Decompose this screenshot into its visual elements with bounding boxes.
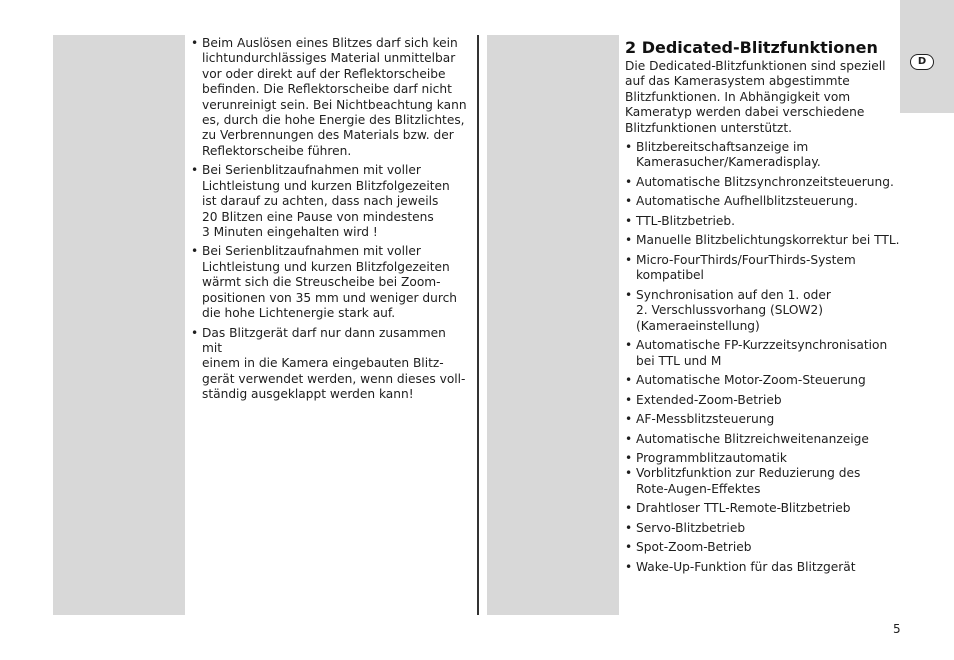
left-margin-gray-column — [53, 35, 185, 615]
language-badge: D — [910, 54, 934, 70]
center-margin-gray-column — [487, 35, 619, 615]
functions-list — [625, 140, 900, 575]
list-item: • Wake-Up-Funktion für das Blitzgerät — [625, 560, 900, 575]
list-item: • Automatische FP-Kurzzeitsynchronisation bei TTL und M — [625, 338, 900, 369]
section-heading: 2 Dedicated-Blitzfunktionen — [625, 38, 878, 57]
list-item: • Vorblitzfunktion zur Reduzierung des Rote-Augen-Effektes — [625, 466, 900, 497]
list-item: • Automatische Blitzsynchronzeitsteuerung. — [625, 175, 900, 190]
list-item: • Automatische Aufhellblitzsteuerung. — [625, 194, 900, 209]
list-item: • Extended-Zoom-Betrieb — [625, 393, 900, 408]
list-item: • Synchronisation auf den 1. oder 2. Verschlussvorhang (SLOW2) (Kameraeinstellung) — [625, 288, 900, 334]
list-item: • Manuelle Blitzbelichtungskorrektur bei TTL. — [625, 233, 900, 248]
list-item: • Drahtloser TTL-Remote-Blitzbetrieb — [625, 501, 900, 516]
page-number: 5 — [893, 622, 901, 636]
list-item: • Bei Serienblitzaufnahmen mit voller Lichtleistung und kurzen Blitzfolgezeiten ist darauf zu achten, dass nach jeweils 20 Blitzen eine Pause von mindestens 3 Minuten eingehalten wird ! — [191, 163, 467, 240]
list-item: • AF-Messblitzsteuerung — [625, 412, 900, 427]
list-item: • Spot-Zoom-Betrieb — [625, 540, 900, 555]
list-item: • TTL-Blitzbetrieb. — [625, 214, 900, 229]
safety-notes-column — [191, 36, 467, 407]
list-item: • Automatische Blitzreichweitenanzeige — [625, 432, 900, 447]
dedicated-functions-column — [625, 36, 900, 579]
list-item: • Beim Auslösen eines Blitzes darf sich kein lichtundurchlässiges Material unmittelbar vor oder direkt auf der Reflektorscheibe befinden. Die Reflektorscheibe darf nicht verunreinigt sein. Bei Nichtbeachtung kann es, durch die hohe Energie des Blitzlichtes, zu Verbrennungen des Materials bzw. der Reflektorscheibe führen. — [191, 36, 467, 159]
list-item: • Blitzbereitschaftsanzeige im Kamerasucher/Kameradisplay. — [625, 140, 900, 171]
list-item: • Servo-Blitzbetrieb — [625, 521, 900, 536]
list-item: • Das Blitzgerät darf nur dann zusammen mit einem in die Kamera eingebauten Blitz- gerät verwendet werden, wenn dieses voll- ständig ausgeklappt werden kann! — [191, 326, 467, 403]
section-intro: Die Dedicated-Blitzfunktionen sind speziell auf das Kamerasystem abgestimmte Blitzfunktionen. In Abhängigkeit vom Kameratyp werden dabei verschiedene Blitzfunktionen unterstützt. — [625, 59, 886, 135]
list-item: • Bei Serienblitzaufnahmen mit voller Lichtleistung und kurzen Blitzfolgezeiten wärmt sich die Streuscheibe bei Zoom- positionen von 35 mm und weniger durch die hohe Lichtenergie stark auf. — [191, 244, 467, 321]
list-item: • Automatische Motor-Zoom-Steuerung — [625, 373, 900, 388]
safety-notes-list — [191, 36, 467, 403]
column-divider — [477, 35, 479, 615]
list-item: • Micro-FourThirds/FourThirds-System kompatibel — [625, 253, 900, 284]
list-item: • Programmblitzautomatik — [625, 451, 900, 466]
